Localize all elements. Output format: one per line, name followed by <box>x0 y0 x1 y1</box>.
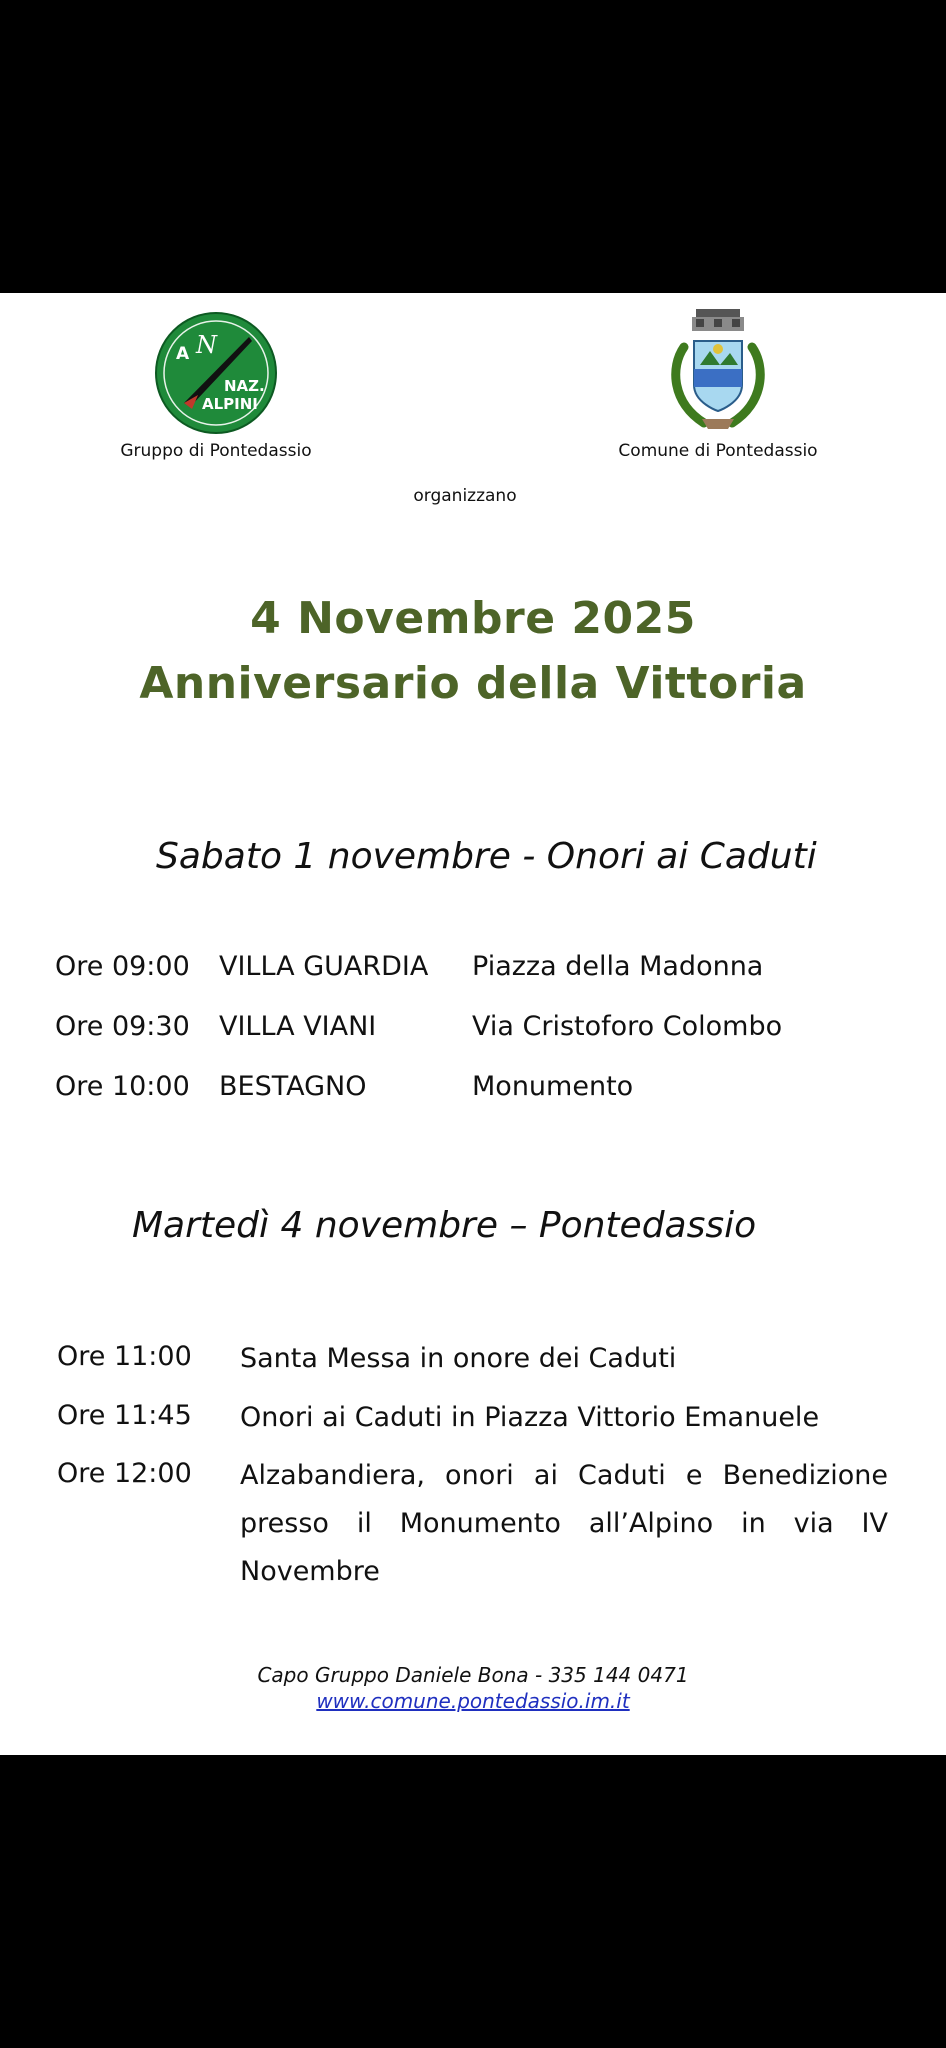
svg-text:N: N <box>196 331 217 359</box>
comune-coat-of-arms-icon <box>664 307 772 435</box>
row-location: Via Cristoforo Colombo <box>472 1011 783 1042</box>
row-time: Ore 10:00 <box>55 1071 190 1102</box>
row-description: Alzabandiera, onori ai Caduti e Benedizione presso il Monumento all’Alpino in via IV Novembre <box>240 1460 888 1587</box>
day1-row <box>0 951 946 991</box>
event-name-title: Anniversario della Vittoria <box>139 658 807 709</box>
row-description: Santa Messa in onore dei Caduti <box>240 1343 677 1374</box>
svg-text:A: A <box>176 344 190 364</box>
row-location: Monumento <box>472 1071 634 1102</box>
contact-line: Capo Gruppo Daniele Bona - 335 144 0471 <box>257 1663 689 1687</box>
website-link[interactable]: www.comune.pontedassio.im.it <box>316 1689 630 1713</box>
day1-row <box>0 1071 946 1111</box>
row-time: Ore 11:45 <box>57 1400 192 1431</box>
row-place: BESTAGNO <box>219 1071 367 1102</box>
svg-text:ALPINI: ALPINI <box>202 395 258 413</box>
row-time: Ore 12:00 <box>57 1458 192 1489</box>
row-time: Ore 09:30 <box>55 1011 190 1042</box>
alpini-caption: Gruppo di Pontedassio <box>120 441 312 461</box>
day2-heading: Martedì 4 novembre – Pontedassio <box>132 1205 757 1246</box>
svg-text:NAZ.: NAZ. <box>224 377 265 395</box>
row-location: Piazza della Madonna <box>472 951 764 982</box>
row-place: VILLA GUARDIA <box>219 951 429 982</box>
row-description: Onori ai Caduti in Piazza Vittorio Emanuele <box>240 1402 820 1433</box>
row-time: Ore 11:00 <box>57 1341 192 1372</box>
row-place: VILLA VIANI <box>219 1011 377 1042</box>
day2-row <box>0 1341 946 1381</box>
day2-row <box>0 1400 946 1440</box>
day1-row <box>0 1011 946 1051</box>
day1-heading: Sabato 1 novembre - Onori ai Caduti <box>156 836 817 877</box>
day2-row <box>0 1452 946 1602</box>
event-date-title: 4 Novembre 2025 <box>250 593 696 644</box>
alpini-logo-icon <box>154 311 278 435</box>
row-time: Ore 09:00 <box>55 951 190 982</box>
bottom-black-bar <box>0 1755 946 2048</box>
top-black-bar <box>0 0 946 293</box>
comune-caption: Comune di Pontedassio <box>618 441 818 461</box>
poster <box>0 293 946 1755</box>
organizzano-label: organizzano <box>413 486 517 506</box>
